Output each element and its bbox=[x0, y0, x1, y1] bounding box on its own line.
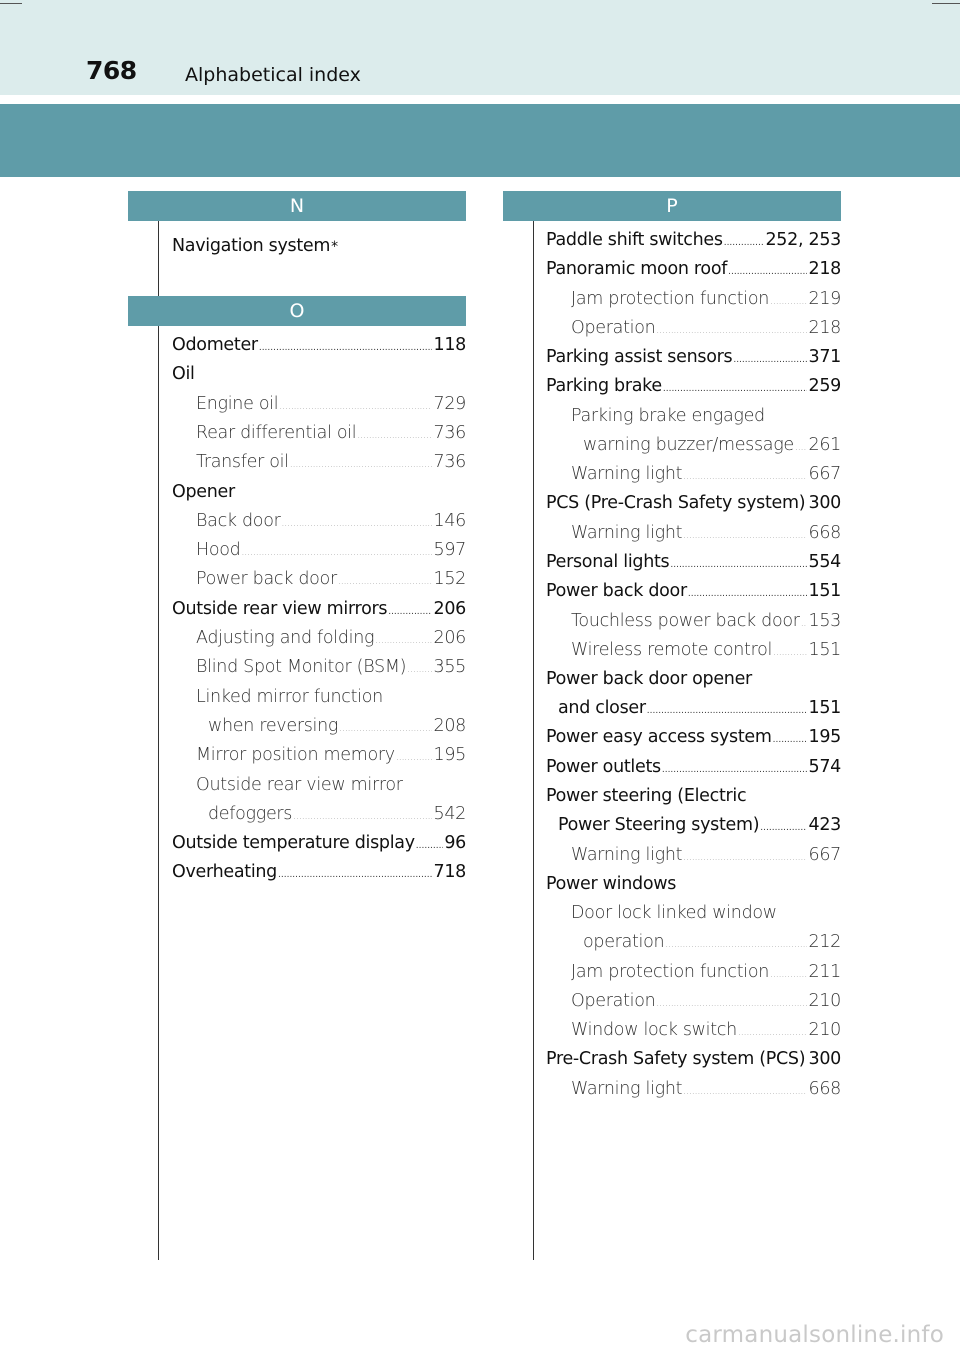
leader-dots bbox=[806, 1048, 807, 1076]
entry-label: Engine oil bbox=[196, 394, 279, 414]
index-subentry[interactable] bbox=[196, 536, 466, 564]
index-subentry[interactable] bbox=[571, 519, 841, 547]
index-subentry[interactable] bbox=[571, 607, 841, 635]
leader-dots bbox=[388, 598, 432, 626]
index-subentry[interactable] bbox=[196, 419, 466, 447]
entry-page: 212 bbox=[808, 932, 841, 952]
index-subentry[interactable] bbox=[196, 741, 466, 769]
entry-label: Overheating bbox=[172, 862, 277, 882]
entry-label: Linked mirror function bbox=[196, 687, 383, 707]
entry-page: 300 bbox=[808, 493, 841, 513]
index-subentry[interactable] bbox=[583, 431, 841, 459]
entry-label: Warning light bbox=[571, 523, 683, 543]
index-entry[interactable] bbox=[546, 343, 841, 371]
index-subentry[interactable] bbox=[196, 448, 466, 476]
entry-label: Blind Spot Monitor (BSM) bbox=[196, 657, 407, 677]
index-entry[interactable] bbox=[546, 372, 841, 400]
entry-label: Opener bbox=[172, 482, 235, 502]
entry-label: Transfer oil bbox=[196, 452, 289, 472]
page-number: 768 bbox=[86, 56, 137, 85]
index-subentry[interactable] bbox=[196, 624, 466, 652]
index-entry[interactable] bbox=[172, 829, 466, 857]
leader-dots bbox=[760, 814, 807, 842]
index-subentry[interactable] bbox=[583, 928, 841, 956]
entry-label: Warning light bbox=[571, 1079, 683, 1099]
index-subentry[interactable] bbox=[196, 390, 466, 418]
entry-page: 96 bbox=[444, 833, 466, 853]
entry-page: 151 bbox=[808, 698, 841, 718]
index-subentry[interactable] bbox=[208, 800, 466, 828]
index-entry[interactable] bbox=[172, 595, 466, 623]
entry-page: 211 bbox=[808, 962, 841, 982]
column-rule-n bbox=[158, 221, 159, 296]
entry-label: Back door bbox=[196, 511, 281, 531]
leader-dots bbox=[663, 375, 808, 403]
entry-page: 736 bbox=[433, 423, 466, 443]
leader-dots bbox=[282, 510, 433, 538]
entry-label: Power back door bbox=[196, 569, 337, 589]
entry-page: 219 bbox=[808, 289, 841, 309]
index-subentry[interactable] bbox=[571, 636, 841, 664]
entry-label: Power steering (Electric bbox=[546, 786, 747, 806]
index-entry[interactable] bbox=[172, 232, 466, 260]
entry-label: Window lock switch bbox=[571, 1020, 737, 1040]
entry-label: Outside rear view mirror bbox=[196, 775, 403, 795]
leader-dots bbox=[795, 434, 808, 462]
leader-dots bbox=[770, 961, 807, 989]
entry-label: Personal lights bbox=[546, 552, 670, 572]
index-entry[interactable] bbox=[546, 226, 841, 254]
leader-dots bbox=[375, 627, 432, 655]
entry-page: 218 bbox=[808, 259, 841, 279]
leader-dots bbox=[683, 463, 807, 491]
crop-mark-left bbox=[0, 0, 22, 4]
entry-label: Wireless remote control bbox=[571, 640, 773, 660]
entry-label: Touchless power back door bbox=[571, 611, 800, 631]
entry-label: Parking brake bbox=[546, 376, 662, 396]
entry-label: Mirror position memory bbox=[196, 745, 395, 765]
entry-label: Parking brake engaged bbox=[571, 406, 765, 426]
index-entry bbox=[172, 360, 466, 388]
entry-label: Panoramic moon roof bbox=[546, 259, 728, 279]
entry-page: 667 bbox=[808, 464, 841, 484]
leader-dots bbox=[806, 492, 807, 520]
leader-dots bbox=[773, 726, 808, 754]
entry-label: Warning light bbox=[571, 464, 683, 484]
entry-label: and closer bbox=[558, 698, 646, 718]
entry-page: 259 bbox=[808, 376, 841, 396]
index-entry[interactable] bbox=[172, 331, 466, 359]
entry-page: 542 bbox=[433, 804, 466, 824]
entry-page: 668 bbox=[808, 523, 841, 543]
leader-dots bbox=[724, 229, 765, 257]
entry-label: Power easy access system bbox=[546, 727, 772, 747]
index-subentry bbox=[196, 771, 466, 799]
index-subentry[interactable] bbox=[571, 987, 841, 1015]
entry-label: Odometer bbox=[172, 335, 258, 355]
entry-page: 118 bbox=[433, 335, 466, 355]
index-subentry[interactable] bbox=[571, 1016, 841, 1044]
entry-label: Operation bbox=[571, 318, 656, 338]
entry-page: 371 bbox=[808, 347, 841, 367]
section-header-o: O bbox=[128, 296, 466, 326]
leader-dots bbox=[728, 258, 807, 286]
index-subentry bbox=[571, 899, 841, 927]
entry-page: 208 bbox=[433, 716, 466, 736]
entry-page: 423 bbox=[808, 815, 841, 835]
leader-dots bbox=[416, 832, 444, 860]
index-entry[interactable] bbox=[546, 255, 841, 283]
entry-label: Power back door opener bbox=[546, 669, 752, 689]
entry-label: Oil bbox=[172, 364, 195, 384]
leader-dots bbox=[279, 393, 432, 421]
page-title: Alphabetical index bbox=[185, 64, 361, 86]
index-subentry[interactable] bbox=[571, 1075, 841, 1103]
leader-dots bbox=[656, 990, 807, 1018]
index-subentry[interactable] bbox=[571, 460, 841, 488]
watermark: carmanualsonline.info bbox=[685, 1322, 944, 1348]
entry-label: Rear differential oil bbox=[196, 423, 357, 443]
entry-page: 729 bbox=[433, 394, 466, 414]
entry-label: Power windows bbox=[546, 874, 677, 894]
entry-page: 146 bbox=[433, 511, 466, 531]
leader-dots bbox=[683, 844, 807, 872]
entry-label: when reversing bbox=[208, 716, 339, 736]
leader-dots bbox=[738, 1019, 808, 1047]
index-entry[interactable] bbox=[546, 1045, 841, 1073]
index-subentry[interactable] bbox=[196, 507, 466, 535]
index-subentry[interactable] bbox=[571, 285, 841, 313]
leader-dots bbox=[656, 317, 807, 345]
entry-label: Operation bbox=[571, 991, 656, 1011]
leader-dots bbox=[670, 551, 807, 579]
leader-dots bbox=[770, 288, 807, 316]
entry-page: 718 bbox=[433, 862, 466, 882]
entry-page: 355 bbox=[433, 657, 466, 677]
entry-label: Outside temperature display bbox=[172, 833, 415, 853]
entry-page: 151 bbox=[808, 640, 841, 660]
leader-dots bbox=[278, 861, 432, 889]
entry-page: 554 bbox=[808, 552, 841, 572]
entry-page: 210 bbox=[808, 1020, 841, 1040]
top-header-band bbox=[0, 0, 960, 95]
leader-dots bbox=[259, 334, 433, 362]
entry-page: 574 bbox=[808, 757, 841, 777]
index-subentry[interactable] bbox=[571, 958, 841, 986]
entry-label: Pre-Crash Safety system (PCS) bbox=[546, 1049, 806, 1069]
entry-label: Adjusting and folding bbox=[196, 628, 375, 648]
entry-label: Paddle shift switches bbox=[546, 230, 723, 250]
decorative-band bbox=[0, 104, 960, 177]
index-entry bbox=[172, 478, 466, 506]
entry-label: PCS (Pre-Crash Safety system) bbox=[546, 493, 806, 513]
index-entry[interactable] bbox=[546, 753, 841, 781]
leader-dots bbox=[683, 1078, 807, 1106]
index-entry[interactable] bbox=[546, 548, 841, 576]
leader-dots bbox=[773, 639, 807, 667]
section-header-n: N bbox=[128, 191, 466, 221]
leader-dots bbox=[241, 539, 432, 567]
entry-label: Jam protection function bbox=[571, 289, 770, 309]
index-subentry[interactable] bbox=[208, 712, 466, 740]
index-subentry bbox=[571, 402, 841, 430]
leader-dots bbox=[293, 803, 432, 831]
index-entry bbox=[546, 665, 841, 693]
index-entry[interactable] bbox=[546, 577, 841, 605]
entry-page: 153 bbox=[808, 611, 841, 631]
entry-page: 218 bbox=[808, 318, 841, 338]
entry-page: 152 bbox=[433, 569, 466, 589]
leader-dots bbox=[338, 568, 433, 596]
entry-page: 210 bbox=[808, 991, 841, 1011]
entry-label: operation bbox=[583, 932, 665, 952]
column-rule-o bbox=[158, 326, 159, 1260]
entry-page: 261 bbox=[808, 435, 841, 455]
leader-dots bbox=[647, 697, 808, 725]
leader-dots bbox=[801, 610, 808, 638]
leader-dots bbox=[396, 744, 433, 772]
entry-label: Jam protection function bbox=[571, 962, 770, 982]
entry-label: defoggers bbox=[208, 804, 293, 824]
index-entry[interactable] bbox=[546, 489, 841, 517]
index-subentry[interactable] bbox=[196, 565, 466, 593]
footnote-mark: * bbox=[331, 239, 338, 255]
crop-mark-right bbox=[932, 0, 960, 4]
entry-page: 736 bbox=[433, 452, 466, 472]
entry-page: 195 bbox=[808, 727, 841, 747]
index-entry[interactable] bbox=[558, 811, 841, 839]
leader-dots bbox=[665, 931, 807, 959]
entry-label: Power Steering system) bbox=[558, 815, 760, 835]
entry-page: 206 bbox=[433, 599, 466, 619]
entry-label: Power outlets bbox=[546, 757, 661, 777]
entry-label: Power back door bbox=[546, 581, 687, 601]
column-rule-p bbox=[533, 221, 534, 1260]
index-entry bbox=[546, 870, 841, 898]
leader-dots bbox=[357, 422, 432, 450]
leader-dots bbox=[407, 656, 432, 684]
index-subentry[interactable] bbox=[571, 314, 841, 342]
entry-label: Hood bbox=[196, 540, 241, 560]
entry-page: 300 bbox=[808, 1049, 841, 1069]
index-subentry bbox=[196, 683, 466, 711]
leader-dots bbox=[683, 522, 807, 550]
entry-page: 667 bbox=[808, 845, 841, 865]
index-entry[interactable] bbox=[546, 723, 841, 751]
leader-dots bbox=[339, 715, 432, 743]
entry-label: warning buzzer/message bbox=[583, 435, 794, 455]
entry-page: 151 bbox=[808, 581, 841, 601]
entry-page: 597 bbox=[433, 540, 466, 560]
leader-dots bbox=[662, 756, 808, 784]
index-subentry[interactable] bbox=[196, 653, 466, 681]
entry-label: Outside rear view mirrors bbox=[172, 599, 388, 619]
index-subentry[interactable] bbox=[571, 841, 841, 869]
leader-dots bbox=[733, 346, 807, 374]
section-header-p: P bbox=[503, 191, 841, 221]
entry-label: Door lock linked window bbox=[571, 903, 777, 923]
entry-page: 195 bbox=[433, 745, 466, 765]
entry-label: Parking assist sensors bbox=[546, 347, 733, 367]
entry-page: 252, 253 bbox=[765, 230, 841, 250]
entry-label: Warning light bbox=[571, 845, 683, 865]
leader-dots bbox=[290, 451, 433, 479]
index-entry[interactable] bbox=[172, 858, 466, 886]
entry-page: 668 bbox=[808, 1079, 841, 1099]
entry-label: Navigation system bbox=[172, 236, 331, 256]
index-entry bbox=[546, 782, 841, 810]
leader-dots bbox=[688, 580, 808, 608]
index-entry[interactable] bbox=[558, 694, 841, 722]
entry-page: 206 bbox=[433, 628, 466, 648]
